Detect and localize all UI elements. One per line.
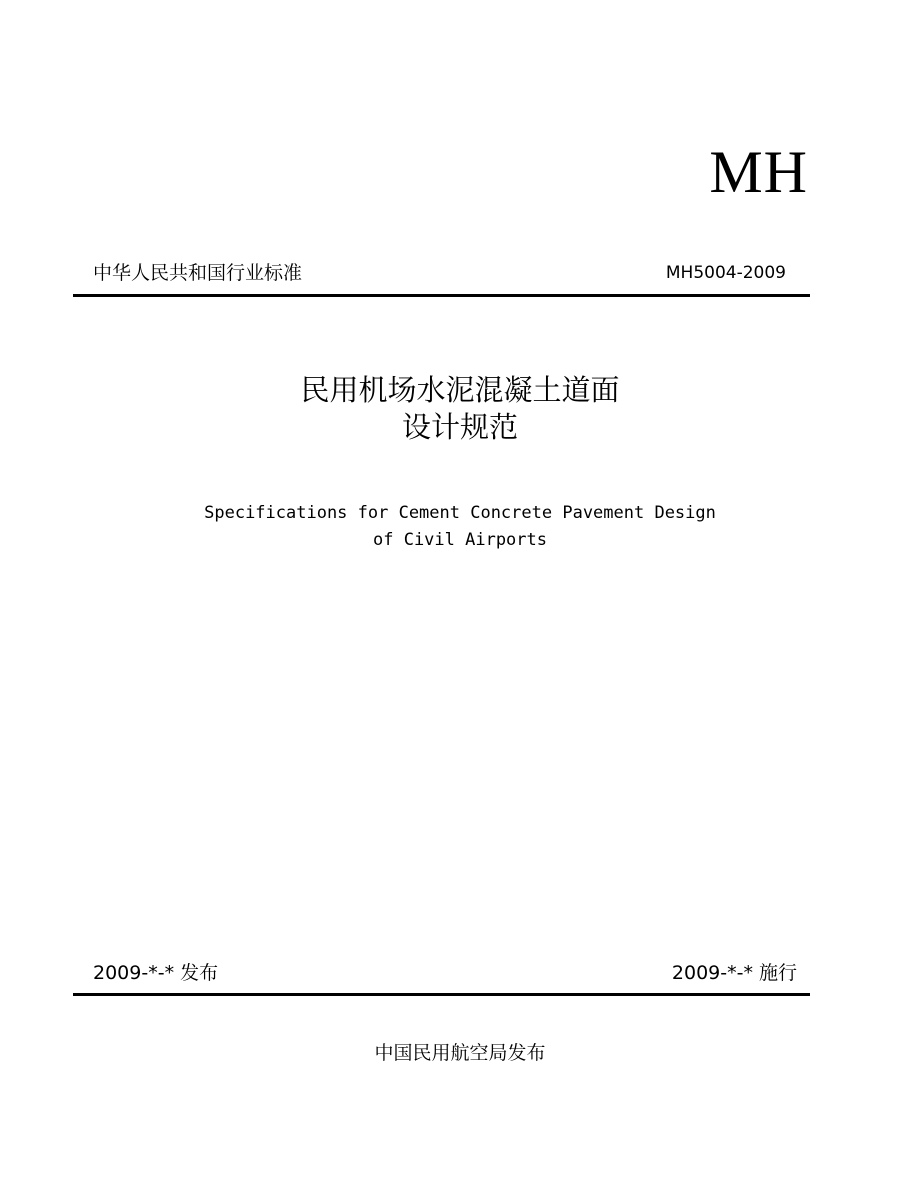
header-divider bbox=[73, 294, 810, 297]
mh-logo: MH bbox=[709, 139, 808, 205]
title-line-1: 民用机场水泥混凝土道面 bbox=[300, 373, 620, 407]
title-line-2: 设计规范 bbox=[401, 410, 518, 444]
english-title-line-2: of Civil Airports bbox=[373, 530, 547, 550]
issue-date: 2009-*-* 发布 bbox=[93, 962, 219, 984]
document-title bbox=[0, 372, 920, 446]
standard-type: 中华人民共和国行业标准 bbox=[93, 262, 303, 284]
english-title bbox=[0, 500, 920, 554]
publisher: 中国民用航空局发布 bbox=[374, 1042, 546, 1064]
standard-code: MH5004-2009 bbox=[665, 263, 786, 283]
english-title-line-1: Specifications for Cement Concrete Pavement Design bbox=[204, 503, 716, 523]
implementation-date: 2009-*-* 施行 bbox=[671, 962, 797, 984]
footer-divider bbox=[73, 993, 810, 996]
